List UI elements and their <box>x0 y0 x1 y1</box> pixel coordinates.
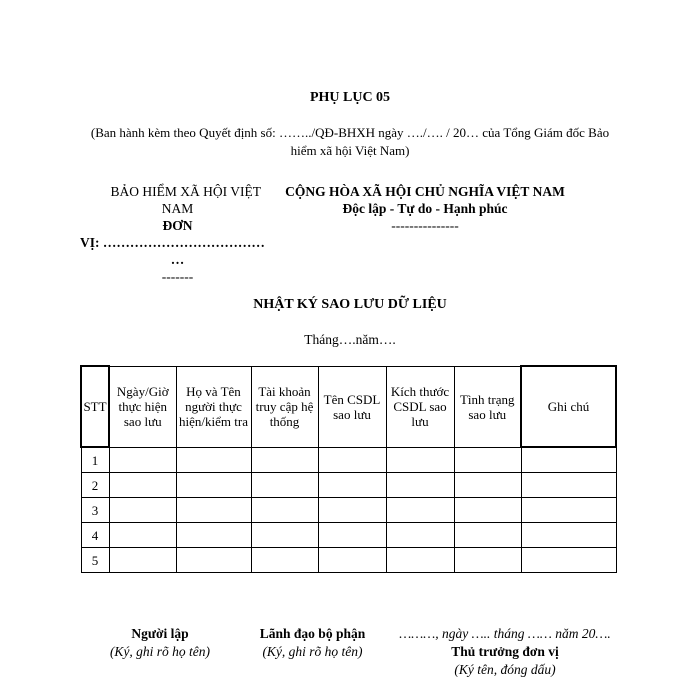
table-cell <box>176 473 251 498</box>
table-cell <box>318 447 386 473</box>
column-header-db-size: Kích thước CSDL sao lưu <box>386 366 454 447</box>
table-cell <box>318 498 386 523</box>
agency-name-line2: NAM <box>161 201 194 216</box>
table-cell <box>176 498 251 523</box>
column-header-status: Tình trạng sao lưu <box>454 366 521 447</box>
national-header <box>265 183 585 234</box>
table-cell <box>386 498 454 523</box>
column-header-datetime: Ngày/Giờ thực hiện sao lưu <box>109 366 176 447</box>
preparer-note: (Ký, ghi rõ họ tên) <box>109 644 211 659</box>
signature-preparer <box>95 625 225 661</box>
appendix-title: PHỤ LỤC 05 <box>309 90 391 105</box>
table-cell <box>386 523 454 548</box>
department-head-title: Lãnh đạo bộ phận <box>259 626 366 641</box>
table-cell <box>454 473 521 498</box>
column-header-notes: Ghi chú <box>521 366 616 447</box>
motto-underline: --------------- <box>391 218 459 233</box>
agency-header <box>80 183 275 285</box>
row-number: 4 <box>81 523 109 548</box>
table-row <box>81 548 616 573</box>
table-cell <box>251 498 318 523</box>
table-cell <box>521 498 616 523</box>
table-cell <box>454 498 521 523</box>
unit-head-note: (Ký tên, đóng dấu) <box>454 662 556 677</box>
table-row <box>81 523 616 548</box>
table-cell <box>176 447 251 473</box>
row-number: 5 <box>81 548 109 573</box>
document-title: NHẬT KÝ SAO LƯU DỮ LIỆU <box>253 297 447 312</box>
table-cell <box>109 523 176 548</box>
row-number: 1 <box>81 447 109 473</box>
row-number: 2 <box>81 473 109 498</box>
table-cell <box>386 473 454 498</box>
table-cell <box>251 523 318 548</box>
table-cell <box>318 473 386 498</box>
table-cell <box>318 548 386 573</box>
row-number: 3 <box>81 498 109 523</box>
table-header-row <box>81 366 616 447</box>
table-cell <box>454 447 521 473</box>
column-header-account: Tài khoản truy cập hệ thống <box>251 366 318 447</box>
table-row <box>81 498 616 523</box>
table-cell <box>251 548 318 573</box>
table-cell <box>109 498 176 523</box>
table-cell <box>176 548 251 573</box>
month-year-line: Tháng….năm…. <box>304 332 396 347</box>
date-place-line: ………, ngày ….. tháng …… năm 20…. <box>399 626 611 641</box>
unit-head-title: Thủ trưởng đơn vị <box>451 644 559 659</box>
table-cell <box>109 548 176 573</box>
table-cell <box>454 548 521 573</box>
preparer-title: Người lập <box>131 626 189 641</box>
column-header-db-name: Tên CSDL sao lưu <box>318 366 386 447</box>
country-name: CỘNG HÒA XÃ HỘI CHỦ NGHĨA VIỆT NAM <box>285 184 565 199</box>
table-row <box>81 447 616 473</box>
column-header-stt: STT <box>81 366 109 447</box>
table-cell <box>251 473 318 498</box>
table-cell <box>109 473 176 498</box>
unit-label-line2: VỊ: ……………………………… <box>80 235 265 250</box>
column-header-performer: Họ và Tên người thực hiện/kiểm tra <box>176 366 251 447</box>
signature-department-head <box>245 625 380 661</box>
table-cell <box>521 473 616 498</box>
table-cell <box>176 523 251 548</box>
table-cell <box>521 447 616 473</box>
unit-label-line1: ĐƠN <box>162 218 193 233</box>
signature-unit-head <box>390 625 620 679</box>
table-cell <box>454 523 521 548</box>
table-cell <box>386 548 454 573</box>
table-cell <box>318 523 386 548</box>
decision-reference: (Ban hành kèm theo Quyết định số: ……../QĐ-BHXH ngày …./…. / 20… của Tổng Giám đốc Bảo hiểm xã hội Việt Nam) <box>90 125 610 158</box>
agency-name-line1: BẢO HIỂM XÃ HỘI VIỆT <box>110 184 261 199</box>
table-cell <box>251 447 318 473</box>
table-row <box>81 473 616 498</box>
table-cell <box>109 447 176 473</box>
table-cell <box>521 548 616 573</box>
agency-underline: ------- <box>161 269 194 284</box>
table-cell <box>386 447 454 473</box>
unit-label-line3: … <box>170 252 185 267</box>
table-cell <box>521 523 616 548</box>
department-head-note: (Ký, ghi rõ họ tên) <box>262 644 363 659</box>
national-motto: Độc lập - Tự do - Hạnh phúc <box>342 201 508 216</box>
backup-log-table <box>80 365 617 573</box>
